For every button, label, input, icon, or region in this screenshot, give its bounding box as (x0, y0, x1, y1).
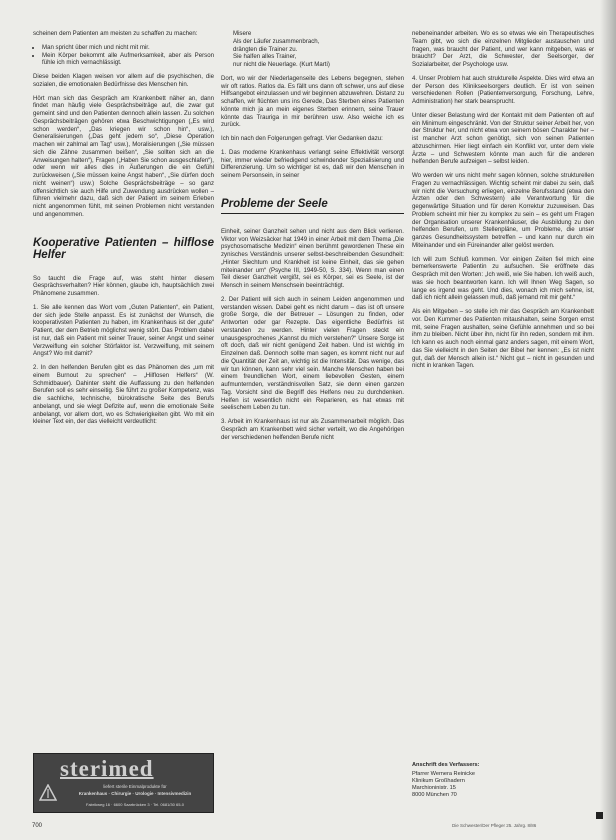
scan-shadow (600, 0, 616, 840)
section-heading: Probleme der Seele (221, 198, 404, 214)
paragraph: nebeneinander arbeiten. Wo es so etwas wie ein Therapeutisches Team gibt, wo sich die einzelnen Mitglieder austauschen und fragen, was braucht der Patient, und wer kann mitgeben, was er braucht? Der Arzt, die Schwester, der Seelsorger, der Sozialarbeiter, der Psychologe usw. (412, 30, 594, 68)
poem-line: Misere (233, 30, 252, 37)
address-line: Marchioninistr. 15 (412, 785, 456, 791)
column-2 (221, 30, 404, 447)
paragraph: Ich bin nach den Folgerungen gefragt. Vier Gedanken dazu: (221, 135, 383, 142)
journal-footer: Die Schwester/Der Pfleger 25. Jahrg. 8/86 (452, 823, 537, 828)
paragraph: 4. Unser Problem hat auch strukturelle Aspekte. Dies wird etwa an der Person des Klinikseelsorgers deutlich. Er ist von seinen verschiedenen Rollen (Patientenversorgung, Forschung, Lehre, Administration) her stark beansprucht. (412, 74, 594, 105)
ad-address: Fabrikweg 16 · 6600 Saarbrücken 3 · Tel. 0681/30 65-0 (86, 802, 184, 807)
poem-line: nur nicht die Neuerlage. (Kurt Marti) (233, 61, 330, 68)
column-1 (33, 30, 214, 432)
poem-line: Als der Läufer zusammenbrach, (233, 37, 320, 45)
sterimed-advertisement (33, 753, 214, 813)
page-number: 700 (32, 823, 43, 829)
paragraph: Ich will zum Schluß kommen. Vor einigen Zeiten fiel mich eine bemerkenswerte Patientin zu aufsuchen. Sie eröffnete das Gespräch mit den Worten: „Ich weiß, wie Sie haben. Ich weiß auch, was sie hoch beantworten kann. Ich will Ihnen Weg Sagen, so lange es irgend was geht. Und dies, wonach ich mich sehne, ist, daß ich nicht allein gelassen muß, daß jemand mit mir geht.“ (412, 255, 594, 302)
paragraph: 2. In den helfenden Berufen gibt es das Phänomen des „um mit einem Burnout zu sprechen“ – „Hilflosen Helfers“ (W. Schmidbauer). Dahinter steht die Auffassung zu den helfenden Berufen soll es sehr einseitig. Sie führt zu großer Kompetenz, was die sachliche, technische, bürokratische Seite des Berufs anbelangt, und sie wiegt Defizite auf, wenn die emotionale Seite anbelangt, vor allem dort, wo es Schwierigkeiten gibt. Wo mit ein kleiner Text ein, der das vielleicht verdeutlicht: (33, 364, 214, 426)
paragraph: Unter dieser Belastung wird der Kontakt mit dem Patienten oft auf ein Minimum eingeschränkt. Von der Struktur seiner Arbeit her, von der Struktur her, und nicht etwa von seinem bösen Charakter her – ist mancher Arzt schon genötigt, sich von seinen Patienten abzuschirmen. Hier liegt einfach ein Konflikt vor, unter dem viele Ärzte – und Schwestern könnte man auch für die anderen helfenden Berufe aufzeigen – selbst leiden. (412, 111, 594, 166)
ad-tagline: liefert sterile Einmalprodukte für (103, 784, 167, 789)
list-item: • Man spricht über mich und nicht mit mir. (42, 44, 214, 52)
ad-categories: Krankenhaus · Chirurgie · Urologie · Intensivmedizin (78, 791, 192, 796)
bullet-list (33, 44, 214, 67)
poem-line: drängten die Trainer zu. (233, 45, 298, 53)
column-3 (412, 30, 594, 376)
sterimed-logo: sterimed (60, 756, 154, 781)
list-item: • Mein Körper bekommt alle Aufmerksamkeit, aber als Person fühle ich mich vernachlässigt. (42, 52, 214, 68)
address-heading: Anschrift des Verfassers: (412, 762, 480, 768)
paragraph: 1. Das moderne Krankenhaus verlangt seine Effektivität versorgt hier, immer wieder befriedigend schwindender Spezialisierung und Differenzierung. Um so wichtiger ist es, daß wir den Menschen in seinem Personsein, in seiner (221, 148, 404, 179)
paragraph: 2. Der Patient will sich auch in seinem Leiden angenommen und verstanden wissen. Dabei geht es nicht darum – das ist oft unsere große Sorge, die der Betreuer – Lösungen zu finden, oder Antworten oder gar Rezepte. Das eigentliche Bedürfnis ist verstanden zu werden. Hinter vielen Fragen steckt ein unausgesprochenes „Kannst du mich verstehen?“ Unsere Sorge ist oft doch, daß wir nicht genügend Zeit haben. Und ist wichtig im Einzelnen daß. Dennoch sollte man sagen, es kommt nicht nur auf die Quantität der Zeit an, wichtig ist die Intensität. Das wenige, das wir tun können, kann sehr viel sein. Manche Menschen haben bei einem freundlichen Wort, einem liebevollen Gesten, einem aufmunternden, verständnisvollen Satz, sie denn einen ganzen Tag. Vorsicht sind die Begriff des Helfens neu zu durchdenken. Helfen ist wesentlich nicht ein Reparieren, es hat etwas mit seelischem Leben zu tun. (221, 295, 404, 412)
section-heading: Kooperative Patienten – hilflose Helfer (33, 236, 214, 261)
paragraph: Hört man sich das Gespräch am Krankenbett näher an, dann findet man häufig viele Gesprächsbeiträge auf, die zwar gut gemeint sind und den Patienten dennoch allein lassen. Zu solchen Gesprächsbeiträgen gehören etwa Beschwichtigungen („Es wird schon werden“, „Das kriegen wir schon hin“, usw.), Generalisierungen („Das geht jedem so“, „Diese Operation machen wir zahlmal am Tag“ usw.), Moralisierungen („Sie müssen sich die Zähne zusammen beißen“, „Sie sollten sich an die Anweisungen halten“), Fragen („Haben Sie schon ausgeschlafen“), oder wenn wir alles dies in Äußerungen die ein Gefühl zurückweisen („Sie müssen keine Angst haben“, „Sie dürfen doch nicht weinen“) usw.) Solche Gesprächsbeiträge – so ganz offensichtlich sie auch Hilfe und Zuwendung ausdrücken wollen – führen vielmehr dazu, daß sich der Patient im seinem Erleben nicht angenommen fühlt, mit seinen Problemen nicht verstanden und angenommen. (33, 94, 214, 218)
author-address (412, 762, 572, 799)
poem-line: Sie halfen alles Trainer, (233, 53, 297, 61)
paragraph: 3. Arbeit im Krankenhaus ist nur als Zusammenarbeit möglich. Das Gespräch am Krankenbett wird sicher verteilt, wo die Angehörigen der verschiedenen helfenden Berufe nicht (221, 418, 404, 441)
paragraph: Als ein Mitgeben – so stelle ich mir das Gespräch am Krankenbett vor. Den Kummer des Patienten mitaushalten, seine Sorgen ernst mit, seine Fragen aushalten, seine Gefühle annehmen und so bei ihm zu bleiben. Nicht über ihn, nicht für ihn reden, sondern mit ihm. Ich kann es auch noch einmal ganz anders sagen, mit einem Wort, das Sie vielleicht in den Seiten der Bibel her kennen: „Es ist nicht gut, daß der Mensch allein ist.“ Nicht gut – nicht in gesunden und nicht in kranken Tagen. (412, 308, 594, 370)
paragraph: Wo werden wir uns nicht mehr sagen können, solche strukturellen Fragen zu vernachlässigen. Wichtig scheint mir dabei zu sein, daß wir nicht die Versuchung erliegen, einzelne Berufsstand (etwa den Ärzten oder den Schwestern) alle Verantwortung für die gegenwärtige Situation und für deren Korrektur zuzuweisen. Das Problem scheint mir hier zu komplex zu sein – es geht um Fragen der Organisation unserer Krankenhäuser, die Ausbildung zu den helfenden Berufen, um Stellenpläne, um Probleme, die unser ganzes Gesundheitssystem betreffen – und kann nur durch ein Miteinander und ein Füreinander aller gelöst werden. (412, 172, 594, 249)
paragraph: Einheit, seiner Ganzheit sehen und nicht aus dem Blick verlieren. Viktor von Weizsäcker hat 1949 in einer Arbeit mit dem Thema „Die psychosomatische Medizin“ einen berühmt gewordenen These ein zynisches Verständnis unserer selbst-beschreibenden Gesundheit: „Hinter Siechtum und Krankheit ist keine Einheit, das sie gehen miteinander um“ (Psyche III, 1949-50, S. 334). Wenn man einen Teil dieser Ganzheit vergißt, sei es Körper, sei es Seele, ist der Mensch in seinem Menschsein beeinträchtigt. (221, 227, 404, 289)
poem-quote (233, 30, 404, 69)
address-line: 8000 München 70 (412, 792, 457, 798)
paragraph: 1. Sie alle kennen das Wort vom „Guten Patienten“, ein Patient, der sich jede Stelle anpasst. Es ist zunächst der Wunsch, die kooperativsten Patienten zu haben, im Krankenhaus ist der „gute“ Patient, der dem Betrieb möglichst wenig stört. Das Problem dabei ist nur, daß ein Patient mit seiner Trauer, seiner Angst und seiner Verzweiflung ein solcher Störfaktor ist. Verzweiflung, mit seinem Angst? Wo mit damit? (33, 303, 214, 358)
paragraph: So taucht die Frage auf, was steht hinter diesem Gesprächsverhalten? Hier können, glaube ich, hauptsächlich zwei Phänomene zusammen. (33, 274, 214, 297)
triangle-logo-icon (39, 784, 57, 802)
paragraph: scheinen dem Patienten am meisten zu schaffen zu machen: (33, 30, 198, 37)
paragraph: Diese beiden Klagen weisen vor allem auf die psychischen, die sozialen, die emotionalen Bedürfnisse des Menschen hin. (33, 73, 214, 88)
paragraph: Dort, wo wir der Niederlagenseite des Lebens begegnen, stehen wir oft ratlos. Ratlos da. Es fällt uns dann oft schwer, uns auf diese Hilfsangebot einzulassen und wir beginnen abzuwehren. Distanz zu schaffen, wir flüchten uns ins Gerede, Das Sterben eines Patienten könnte mich ja an mein eigenes Sterben erinnern, seine Trauer könnte das Trauriga in mir berühren usw. Also weiche ich es zurück. (221, 74, 404, 129)
address-line: Pfarrer Wernera Reinicke (412, 771, 476, 777)
address-line: Klinikum Großhadern (412, 778, 465, 784)
